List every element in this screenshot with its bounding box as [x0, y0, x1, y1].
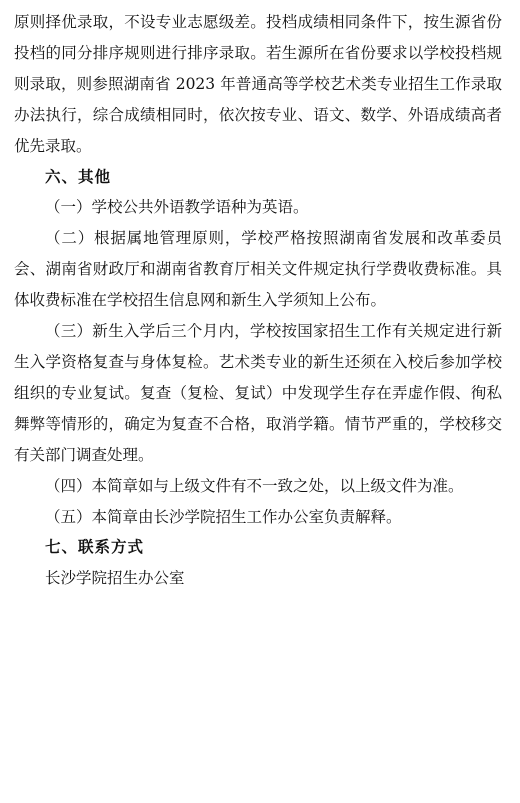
section-six-heading: 六、其他 [45, 167, 112, 186]
section-six-item-3: （三）新生入学后三个月内，学校按国家招生工作有关规定进行新生入学资格复查与身体复检。艺术类专业的新生还须在入校后参加学校组织的专业复试。复查（复检、复试）中发现学生存在弄虚作假、徇私舞弊等情形的，确定为复查不合格，取消学籍。情节严重的，学校移交有关部门调查处理。 [14, 322, 502, 464]
section-six-item-5: （五）本简章由长沙学院招生工作办公室负责解释。 [45, 507, 402, 526]
section-six-item-2: （二）根据属地管理原则，学校严格按照湖南省发展和改革委员会、湖南省财政厅和湖南省教育厅相关文件规定执行学费收费标准。具体收费标准在学校招生信息网和新生入学须知上公布。 [14, 229, 502, 310]
section-six-item-4: （四）本简章如与上级文件有不一致之处，以上级文件为准。 [45, 476, 464, 495]
section-seven-heading: 七、联系方式 [45, 538, 145, 557]
section-six-item-1: （一）学校公共外语教学语种为英语。 [45, 198, 309, 217]
contact-office: 长沙学院招生办公室 [45, 569, 185, 588]
intro-paragraph: 原则择优录取，不设专业志愿级差。投档成绩相同条件下，按生源省份投档的同分排序规则进行排序录取。若生源所在省份要求以学校投档规则录取，则参照湖南省 2023 年普通高等学校艺术类专业招生工作录取办法执行，综合成绩相同时，依次按专业、语文、数学、外语成绩高者优先录取。 [14, 13, 502, 155]
